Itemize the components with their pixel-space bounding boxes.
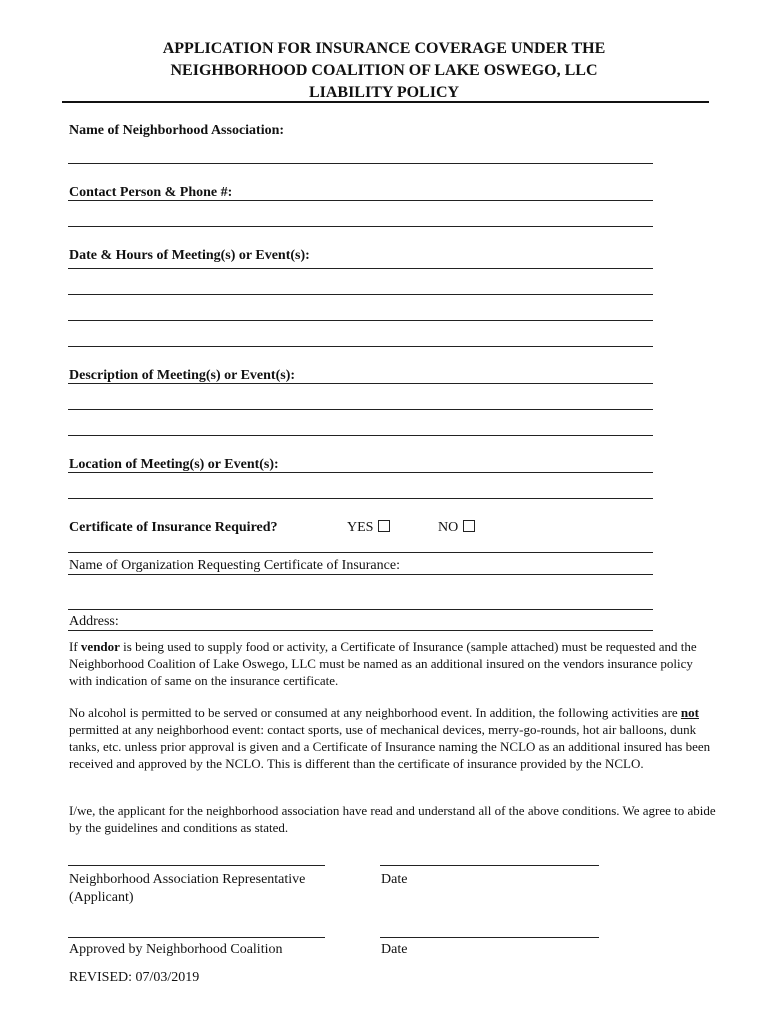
org-name-field[interactable]: [68, 574, 653, 575]
certificate-label: Certificate of Insurance Required?: [69, 520, 278, 535]
date-hours-field[interactable]: [68, 268, 653, 269]
address-label: Address:: [69, 614, 119, 629]
vendor-emphasis: vendor: [80, 639, 120, 654]
title-line-1: APPLICATION FOR INSURANCE COVERAGE UNDER THE: [162, 40, 606, 57]
description-field-line-3[interactable]: [68, 435, 653, 436]
contact-label: Contact Person & Phone #:: [69, 185, 233, 200]
date-hours-field-line-3[interactable]: [68, 320, 653, 321]
description-field[interactable]: [68, 383, 653, 384]
location-label: Location of Meeting(s) or Event(s):: [69, 457, 279, 472]
certificate-divider: [68, 552, 653, 553]
not-emphasis: not: [680, 705, 699, 720]
location-field-line-2[interactable]: [68, 498, 653, 499]
association-name-label: Name of Neighborhood Association:: [69, 123, 285, 138]
org-name-field-line-2[interactable]: [68, 609, 653, 610]
date-hours-field-line-4[interactable]: [68, 346, 653, 347]
date-hours-field-line-2[interactable]: [68, 294, 653, 295]
coalition-approval-field[interactable]: [68, 937, 325, 938]
org-name-label: Name of Organization Requesting Certificate of Insurance:: [69, 558, 400, 573]
yes-checkbox[interactable]: [378, 520, 390, 532]
representative-label: Neighborhood Association Representative (Applicant): [69, 872, 306, 905]
date-field-2[interactable]: [380, 937, 599, 938]
title-line-3: LIABILITY POLICY: [308, 84, 460, 101]
date-hours-label: Date & Hours of Meeting(s) or Event(s):: [69, 248, 310, 263]
description-field-line-2[interactable]: [68, 409, 653, 410]
yes-label: YES: [347, 520, 374, 535]
approved-label: Approved by Neighborhood Coalition: [69, 942, 283, 957]
date-field-1[interactable]: [380, 865, 599, 866]
location-field[interactable]: [68, 472, 653, 473]
no-label: NO: [438, 520, 459, 535]
description-label: Description of Meeting(s) or Event(s):: [69, 368, 296, 383]
date-label-1: Date: [381, 872, 408, 887]
no-checkbox[interactable]: [463, 520, 475, 532]
title-line-2: NEIGHBORHOOD COALITION OF LAKE OSWEGO, LLC: [170, 62, 598, 79]
representative-signature-field[interactable]: [68, 865, 325, 866]
alcohol-paragraph: No alcohol is permitted to be served or consumed at any neighborhood event. In addition, the following activities are not permitted at any neighborhood event: contact sports, use of mechanical devices, merry-go-rounds, hot air balloons, dunk tanks, etc. unless prior approval is given and a Certificate of Insurance naming the NCLO as an additional insured has been received and approved by the NCLO. This is different than the certificate of insurance provided by the NCLO.: [69, 705, 711, 771]
vendor-paragraph: If vendor is being used to supply food or activity, a Certificate of Insurance (sample attached) must be requested and the Neighborhood Coalition of Lake Oswego, LLC must be named as an additional insured on the vendors insurance policy with indication of same on the insurance certificate.: [69, 639, 697, 688]
association-name-field[interactable]: [68, 163, 653, 164]
address-field[interactable]: [68, 630, 653, 631]
title-divider: [62, 101, 709, 103]
revised-date: REVISED: 07/03/2019: [69, 970, 200, 985]
contact-field-line-2[interactable]: [68, 226, 653, 227]
contact-field[interactable]: [68, 200, 653, 201]
form-title: [60, 38, 708, 104]
agreement-paragraph: I/we, the applicant for the neighborhood association have read and understand all of the above conditions. We agree to abide by the guidelines and conditions as stated.: [69, 803, 716, 835]
no-option[interactable]: [438, 519, 475, 537]
yes-option[interactable]: [347, 519, 390, 537]
date-label-2: Date: [381, 942, 408, 957]
